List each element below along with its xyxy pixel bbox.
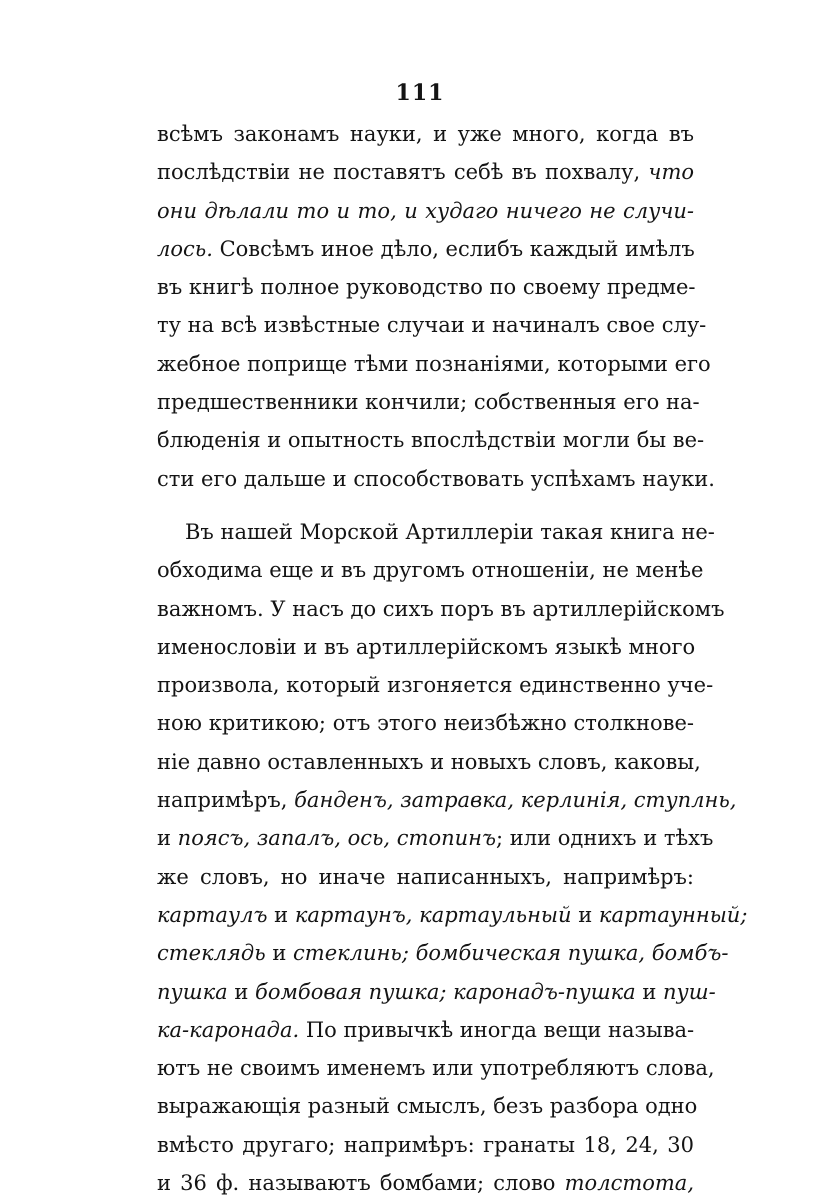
text-line bbox=[157, 858, 694, 896]
italic-text: лось. bbox=[157, 236, 213, 261]
text-line bbox=[157, 421, 705, 459]
text-line bbox=[157, 1049, 715, 1087]
italic-text: картаунъ, картаульный bbox=[294, 902, 572, 927]
paragraph bbox=[157, 115, 715, 498]
text-run: и 36 ф. называютъ бомбами; слово bbox=[157, 1171, 565, 1196]
text-run: Совсѣмъ иное дѣло, еслибъ каждый имѣлъ bbox=[212, 236, 695, 261]
text-line bbox=[157, 934, 729, 972]
text-line bbox=[157, 973, 716, 1011]
text-run: всѣмъ законамъ науки, и уже много, когда въ bbox=[157, 122, 694, 146]
italic-text: картаунный; bbox=[598, 902, 748, 927]
text-run: произвола, который изгоняется единственно уче- bbox=[157, 673, 714, 698]
text-run: именословіи и въ артиллерійскомъ языкѣ много bbox=[157, 634, 696, 659]
text-line bbox=[157, 460, 715, 498]
text-line bbox=[157, 1164, 694, 1202]
text-run: ною критикою; отъ этого неизбѣжно столкнове- bbox=[157, 711, 694, 736]
italic-text: ка-каронада. bbox=[157, 1017, 300, 1042]
italic-text: пуш- bbox=[663, 979, 716, 1004]
text-run: же словъ, но иначе написанныхъ, напримѣръ: bbox=[157, 864, 694, 889]
text-line bbox=[157, 192, 694, 230]
text-line bbox=[157, 230, 694, 268]
paragraph-gap bbox=[157, 498, 694, 513]
text-run: выражающія разный смыслъ, безъ разбора одно bbox=[157, 1094, 698, 1119]
text-line bbox=[157, 345, 711, 383]
text-line bbox=[157, 551, 704, 589]
text-run: напримѣръ, bbox=[157, 788, 295, 813]
italic-text: стеклинь; бомбическая пушка, бомбъ- bbox=[293, 941, 729, 966]
text-line bbox=[157, 1087, 698, 1125]
text-run: послѣдствіи не поставятъ себѣ въ похвалу, bbox=[157, 160, 649, 185]
italic-text: банденъ, затравка, керлинія, ступлнь, bbox=[294, 788, 737, 813]
italic-text: поясъ, запалъ, ось, стопинъ bbox=[177, 826, 496, 851]
text-run: и bbox=[265, 941, 294, 966]
text-line bbox=[157, 781, 737, 819]
italic-text: что bbox=[648, 160, 694, 185]
text-run: обходима еще и въ другомъ отношеніи, не менѣе bbox=[157, 558, 704, 583]
text-run: блюденія и опытность впослѣдствіи могли бы ве- bbox=[157, 428, 705, 453]
body-text bbox=[157, 115, 748, 1202]
text-run: и bbox=[635, 979, 664, 1004]
text-run: ; или однихъ и тѣхъ bbox=[495, 826, 714, 851]
page-number: 111 bbox=[395, 80, 445, 106]
text-run: и bbox=[227, 979, 256, 1004]
text-run: предшественники кончили; собственныя его на- bbox=[157, 390, 700, 415]
text-run: ютъ не своимъ именемъ или употребляютъ слова, bbox=[157, 1056, 715, 1081]
text-line bbox=[157, 513, 715, 551]
italic-text: стеклядь bbox=[157, 941, 266, 966]
text-line bbox=[157, 1126, 694, 1164]
text-run: вмѣсто другаго; напримѣръ: гранаты 18, 24, 30 bbox=[157, 1132, 694, 1157]
italic-text: пушка bbox=[157, 979, 228, 1004]
text-line bbox=[157, 743, 701, 781]
text-line bbox=[157, 666, 714, 704]
text-line bbox=[157, 383, 700, 421]
text-run: важномъ. У насъ до сихъ поръ въ артиллерійскомъ bbox=[157, 596, 725, 621]
text-line bbox=[157, 1011, 694, 1049]
text-line bbox=[157, 306, 707, 344]
text-line bbox=[157, 268, 694, 306]
text-run: и bbox=[571, 902, 599, 927]
italic-text: бомбовая пушка; каронадъ-пушка bbox=[255, 979, 636, 1004]
text-run: сти его дальше и способствовать успѣхамъ науки. bbox=[157, 466, 715, 491]
text-line bbox=[157, 819, 714, 857]
text-run: и bbox=[267, 902, 295, 927]
text-run: въ книгѣ полное руководство по своему предме- bbox=[157, 275, 696, 300]
text-line bbox=[157, 628, 694, 666]
text-run: Въ нашей Морской Артиллеріи такая книга не- bbox=[185, 519, 715, 544]
text-run: ту на всѣ извѣстные случаи и начиналъ свое слу- bbox=[157, 313, 707, 338]
italic-text: картаулъ bbox=[157, 902, 268, 927]
text-line bbox=[157, 153, 694, 191]
italic-text: толстота, bbox=[564, 1171, 694, 1196]
text-line bbox=[157, 704, 694, 742]
italic-text: они дѣлали то и то, и худаго ничего не случи- bbox=[157, 198, 694, 223]
text-run: жебное поприще тѣми познаніями, которыми его bbox=[157, 351, 711, 376]
paragraph bbox=[157, 513, 748, 1202]
text-line bbox=[157, 590, 725, 628]
text-run: ніе давно оставленныхъ и новыхъ словъ, каковы, bbox=[157, 749, 701, 774]
text-line bbox=[157, 115, 694, 153]
text-run: По привычкѣ иногда вещи называ- bbox=[299, 1017, 695, 1042]
text-run: и bbox=[157, 826, 178, 851]
text-line bbox=[157, 896, 748, 934]
